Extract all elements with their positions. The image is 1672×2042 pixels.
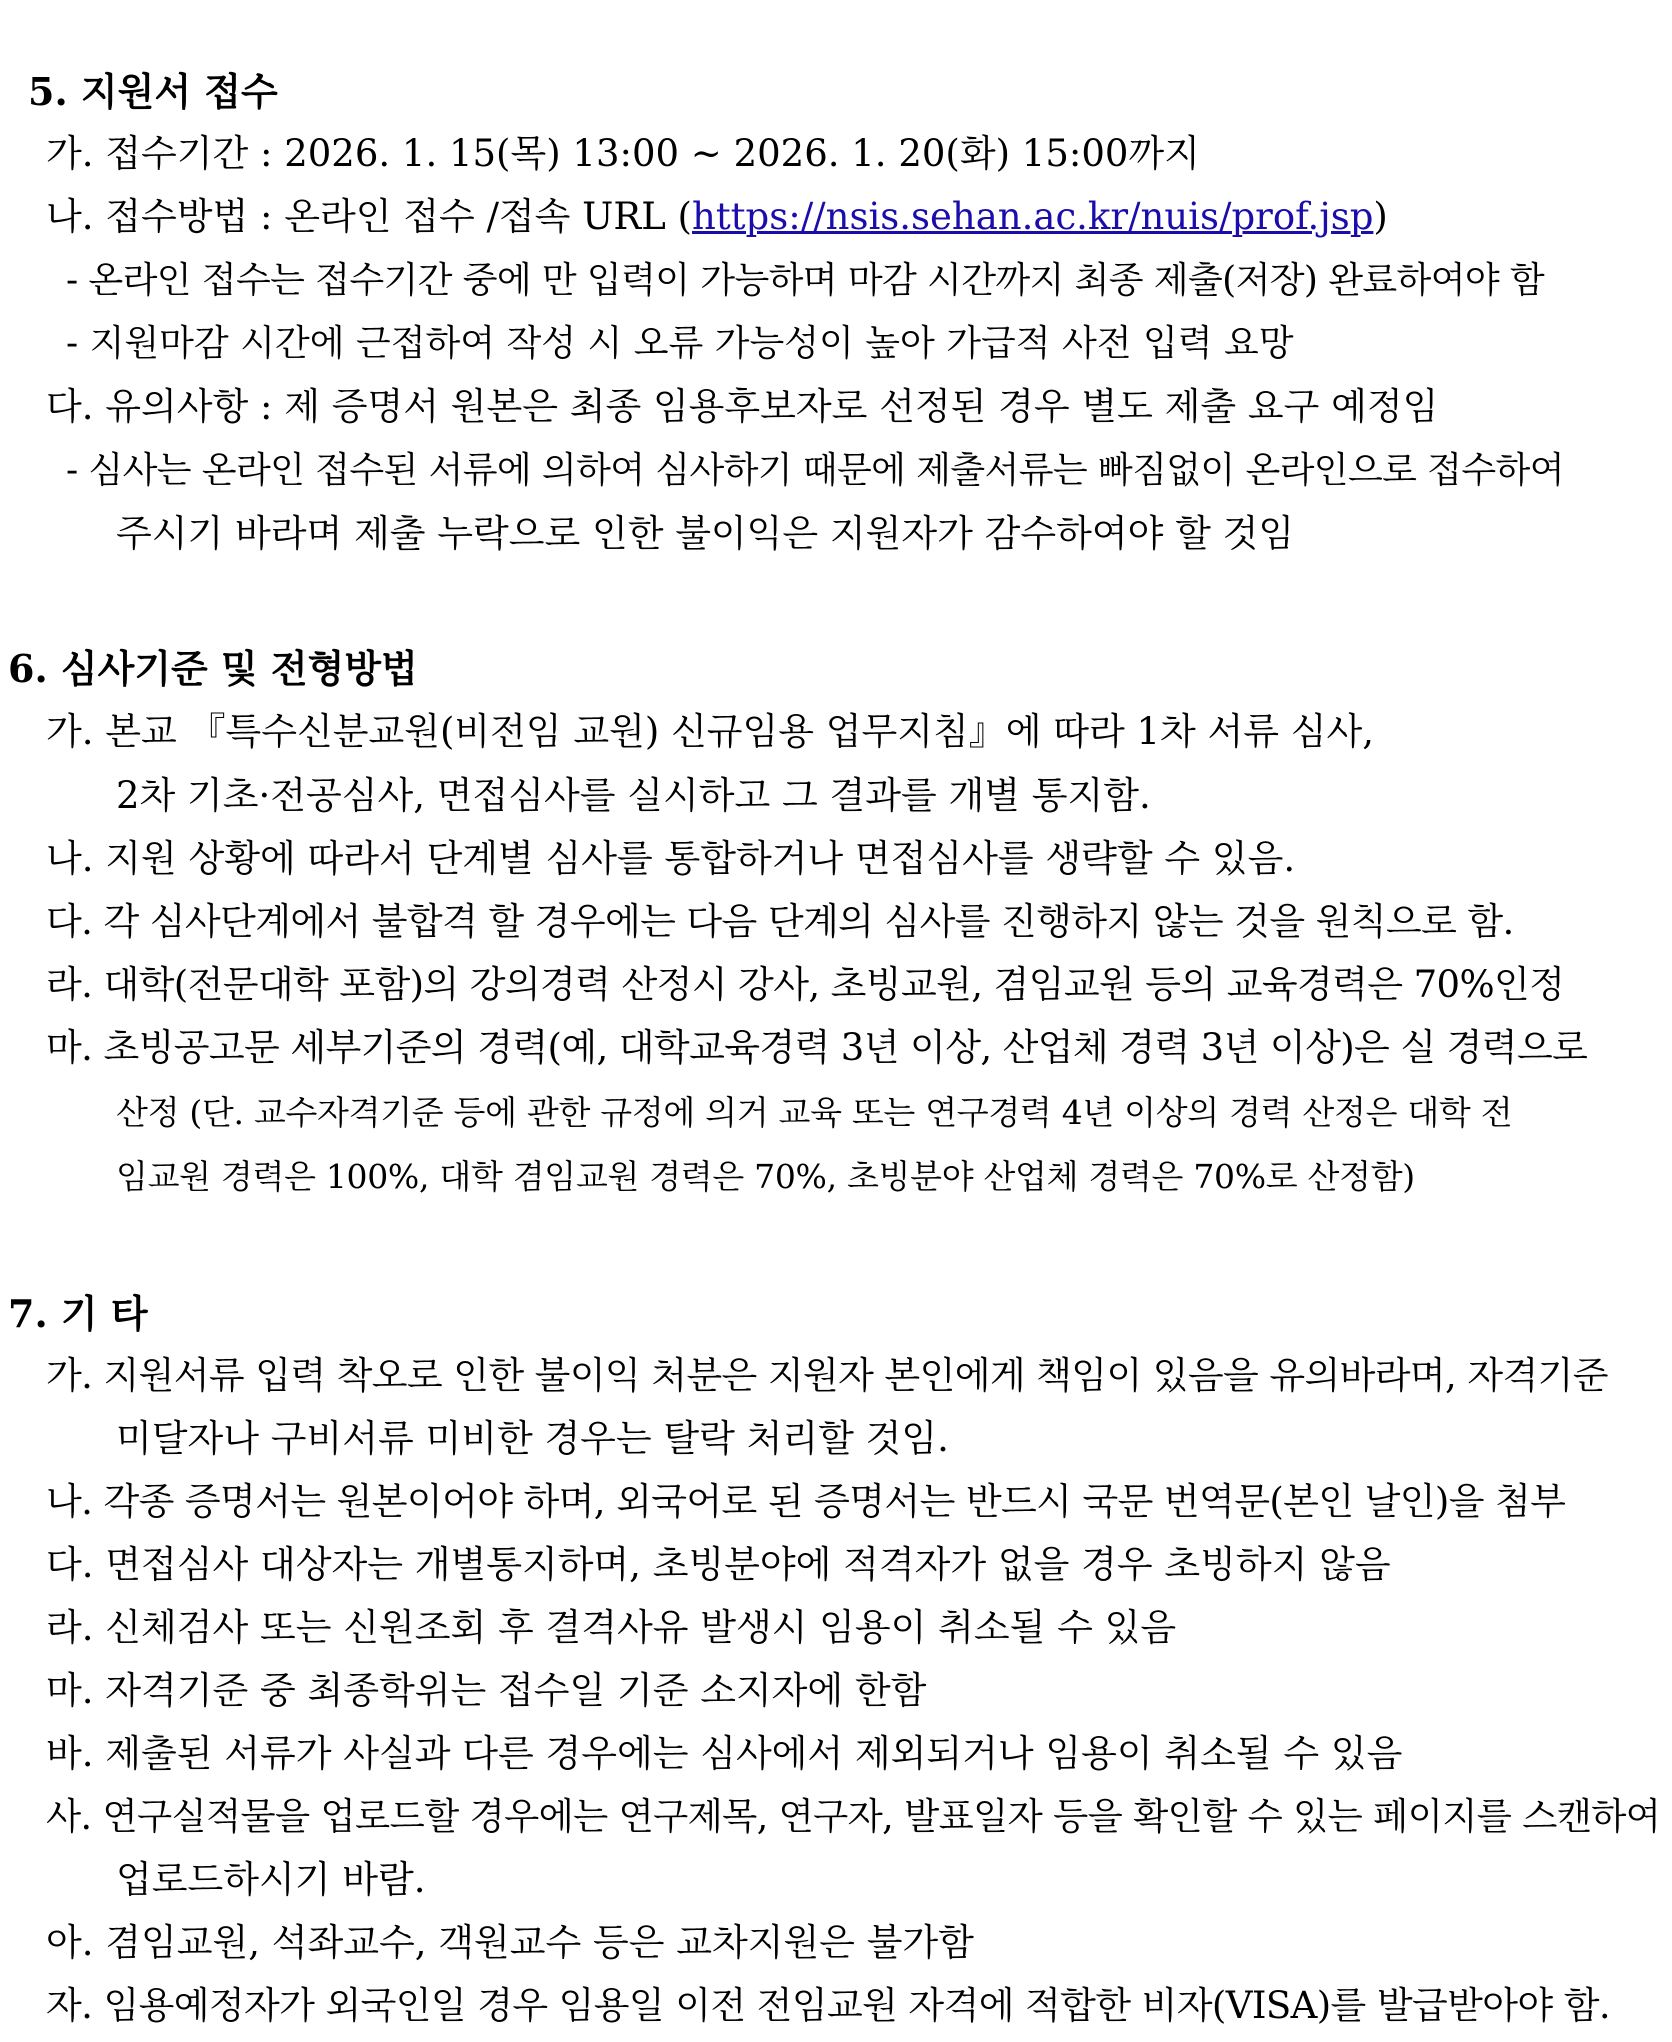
section-5-item-na — [46, 193, 1388, 241]
section-6-item-ra: 라. 대학(전문대학 포함)의 강의경력 산정시 강사, 초빙교원, 겸임교원 등의 교육경력은 70%인정 — [46, 963, 1565, 1006]
section-6-item-ma-cont-2: 임교원 경력은 100%, 대학 겸임교원 경력은 70%, 초빙분야 산업체 경력은 70%로 산정함) — [116, 1157, 1415, 1196]
section-5-da-note-1-cont: 주시기 바라며 제출 누락으로 인한 불이익은 지원자가 감수하여야 할 것임 — [116, 512, 1295, 555]
section-6-item-ga-cont: 2차 기초·전공심사, 면접심사를 실시하고 그 결과를 개별 통지함. — [116, 774, 1151, 817]
section-5-item-da: 다. 유의사항 : 제 증명서 원본은 최종 임용후보자로 선정된 경우 별도 제출 요구 예정임 — [46, 385, 1439, 428]
section-5-item-ga: 가. 접수기간 : 2026. 1. 15(목) 13:00 ~ 2026. 1. 20(화) 15:00까지 — [46, 132, 1200, 175]
section-7-item-ba: 바. 제출된 서류가 사실과 다른 경우에는 심사에서 제외되거나 임용이 취소될 수 있음 — [46, 1732, 1403, 1775]
section-7-heading: 7. 기 타 — [8, 1291, 148, 1336]
section-5-da-note-1: - 심사는 온라인 접수된 서류에 의하여 심사하기 때문에 제출서류는 빠짐없이 온라인으로 접수하여 — [66, 450, 1564, 491]
section-5-na-note-1: - 온라인 접수는 접수기간 중에 만 입력이 가능하며 마감 시간까지 최종 제출(저장) 완료하여야 함 — [66, 260, 1545, 301]
section-7-item-sa-cont: 업로드하시기 바람. — [116, 1858, 426, 1901]
section-6-heading: 6. 심사기준 및 전형방법 — [8, 646, 418, 691]
section-7-item-sa: 사. 연구실적물을 업로드할 경우에는 연구제목, 연구자, 발표일자 등을 확인할 수 있는 페이지를 스캔하여 — [46, 1795, 1661, 1838]
section-7-item-a: 아. 겸임교원, 석좌교수, 객원교수 등은 교차지원은 불가함 — [46, 1921, 974, 1964]
section-6-item-ma-cont-1: 산정 (단. 교수자격기준 등에 관한 규정에 의거 교육 또는 연구경력 4년 이상의 경력 산정은 대학 전 — [116, 1093, 1513, 1132]
section-5-item-na-label: 나. 접수방법 : 온라인 접수 /접속 URL ( — [46, 195, 692, 238]
section-6-item-na: 나. 지원 상황에 따라서 단계별 심사를 통합하거나 면접심사를 생략할 수 있음. — [46, 837, 1296, 880]
application-url-link[interactable]: https://nsis.sehan.ac.kr/nuis/prof.jsp — [691, 195, 1374, 238]
section-6-item-da: 다. 각 심사단계에서 불합격 할 경우에는 다음 단계의 심사를 진행하지 않는 것을 원칙으로 함. — [46, 900, 1514, 943]
section-5-heading: 5. 지원서 접수 — [28, 69, 278, 114]
section-7-item-na: 나. 각종 증명서는 원본이어야 하며, 외국어로 된 증명서는 반드시 국문 번역문(본인 날인)을 첨부 — [46, 1480, 1566, 1523]
section-6-item-ga: 가. 본교 『특수신분교원(비전임 교원) 신규임용 업무지침』에 따라 1차 서류 심사, — [46, 710, 1375, 753]
section-7-item-ra: 라. 신체검사 또는 신원조회 후 결격사유 발생시 임용이 취소될 수 있음 — [46, 1606, 1177, 1649]
section-7-item-ga: 가. 지원서류 입력 착오로 인한 불이익 처분은 지원자 본인에게 책임이 있음을 유의바라며, 자격기준 — [46, 1354, 1608, 1397]
section-6-item-ma: 마. 초빙공고문 세부기준의 경력(예, 대학교육경력 3년 이상, 산업체 경력 3년 이상)은 실 경력으로 — [46, 1026, 1588, 1069]
section-7-item-ja: 자. 임용예정자가 외국인일 경우 임용일 이전 전임교원 자격에 적합한 비자(VISA)를 발급받아야 함. — [46, 1984, 1611, 2027]
section-7-item-da: 다. 면접심사 대상자는 개별통지하며, 초빙분야에 적격자가 없을 경우 초빙하지 않음 — [46, 1543, 1391, 1586]
section-5-na-note-2: - 지원마감 시간에 근접하여 작성 시 오류 가능성이 높아 가급적 사전 입력 요망 — [66, 323, 1294, 364]
section-5-item-na-close: ) — [1373, 195, 1388, 238]
section-7-item-ga-cont: 미달자나 구비서류 미비한 경우는 탈락 처리할 것임. — [116, 1417, 949, 1460]
section-7-item-ma: 마. 자격기준 중 최종학위는 접수일 기준 소지자에 한함 — [46, 1669, 927, 1712]
